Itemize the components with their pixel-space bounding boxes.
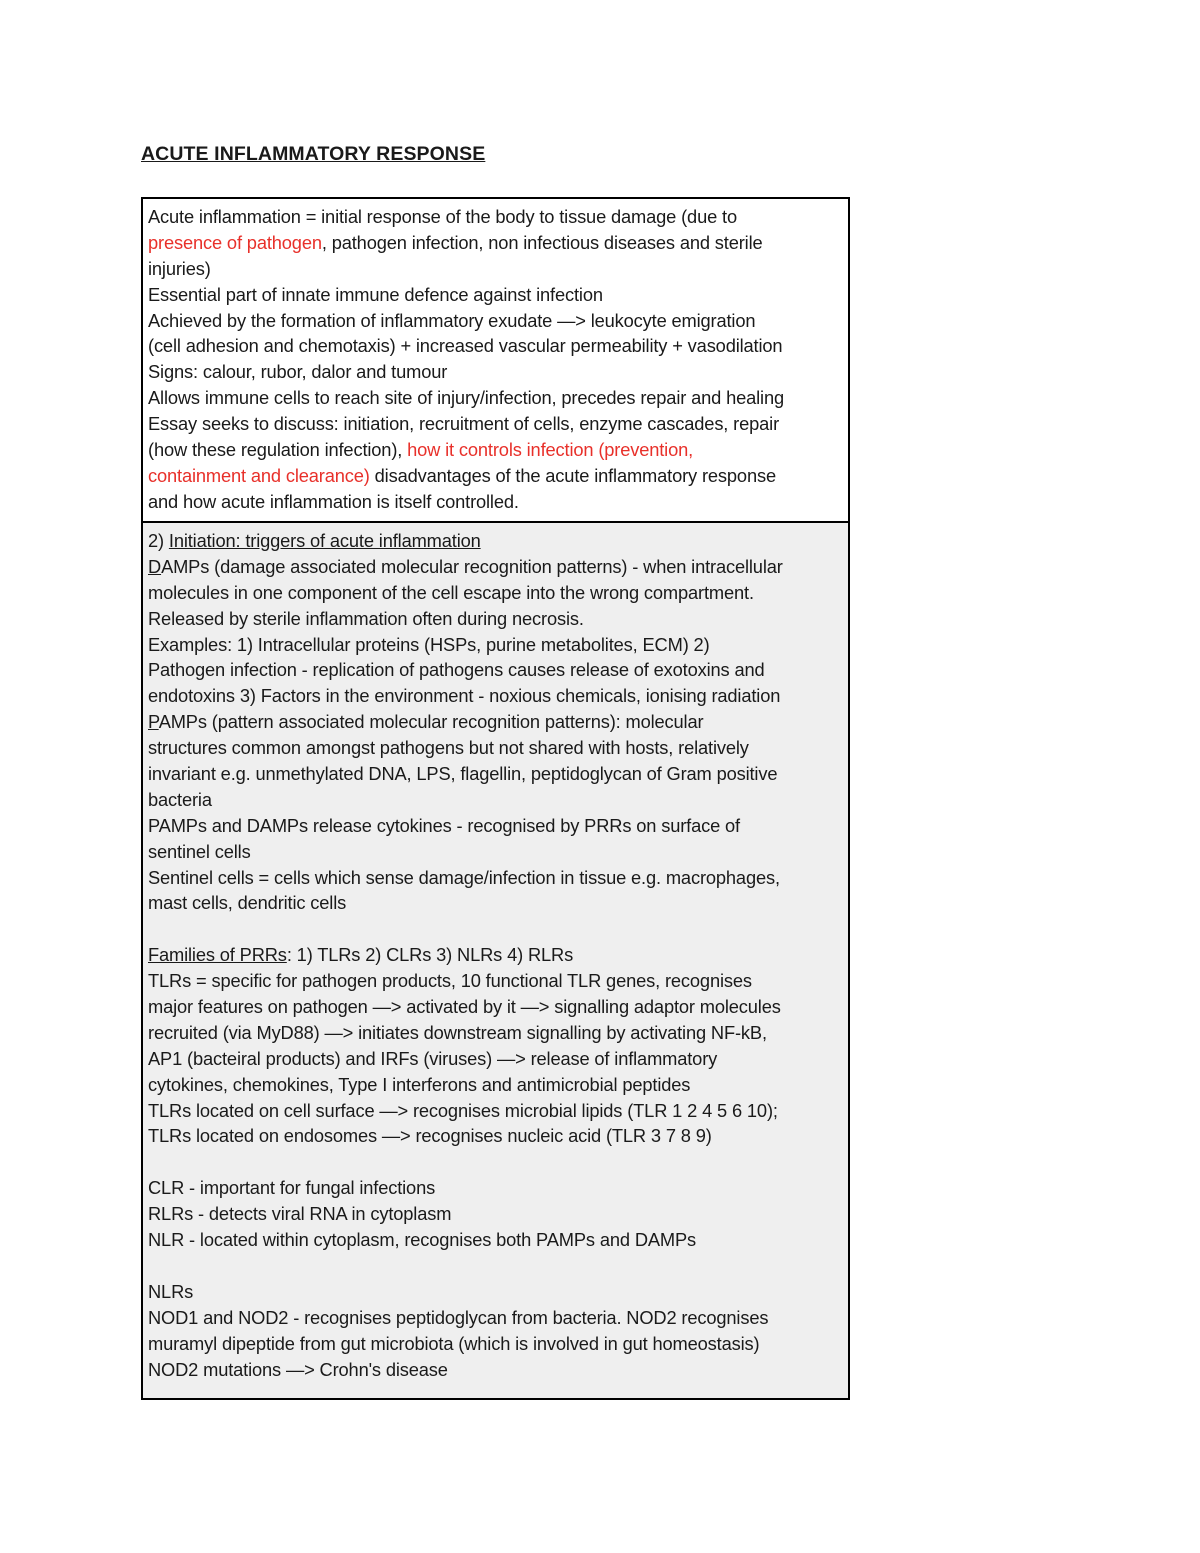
text-line: recruited (via MyD88) —> initiates downstream signalling by activating NF-kB, [148,1021,767,1043]
text-line: mast cells, dendritic cells [148,892,347,914]
heading-number: 2) [148,530,169,551]
text-line: Essential part of innate immune defence against infection [148,283,603,305]
red-highlight: presence of pathogen [148,231,322,253]
text-span: AMPs (pattern associated molecular recognition patterns): molecular [158,711,704,733]
text-span: disadvantages of the acute inflammatory response [369,464,776,486]
families-label: Families of PRRs [148,944,287,966]
text-line: NOD1 and NOD2 - recognises peptidoglycan from bacteria. NOD2 recognises [148,1306,769,1328]
text-line: NLRs [148,1280,194,1302]
section-heading [148,528,848,554]
text-line [148,554,848,580]
text-line: (cell adhesion and chemotaxis) + increased vascular permeability + vasodilation [148,335,783,357]
text-line: Acute inflammation = initial response of the body to tissue damage (due to [148,206,737,227]
text-line: injuries) [148,257,211,279]
text-line: Essay seeks to discuss: initiation, recruitment of cells, enzyme cascades, repair [148,413,780,435]
text-line: RLRs - detects viral RNA in cytoplasm [148,1203,452,1225]
text-line: molecules in one component of the cell escape into the wrong compartment. [148,581,754,603]
text-line: NLR - located within cytoplasm, recognises both PAMPs and DAMPs [148,1229,697,1251]
text-line: Allows immune cells to reach site of injury/infection, precedes repair and healing [148,387,784,409]
text-line: muramyl dipeptide from gut microbiota (which is involved in gut homeostasis) [148,1332,760,1354]
text-line: cytokines, chemokines, Type I interferons and antimicrobial peptides [148,1073,691,1095]
text-line: Pathogen infection - replication of pathogens causes release of exotoxins and [148,659,765,681]
blank-line [148,1149,848,1175]
underlined-letter: D [148,555,162,577]
text-line: and how acute inflammation is itself controlled. [148,490,519,512]
text-span: , pathogen infection, non infectious diseases and sterile [321,231,763,253]
text-line: Achieved by the formation of inflammatory exudate —> leukocyte emigration [148,309,756,331]
red-highlight: how it controls infection (prevention, [407,439,694,461]
intro-box [141,197,850,523]
text-line: NOD2 mutations —> Crohn's disease [148,1358,448,1380]
text-line: Released by sterile inflammation often during necrosis. [148,607,584,629]
underlined-letter: P [148,711,159,733]
text-line: bacteria [148,788,212,810]
red-highlight: containment and clearance) [148,464,370,486]
text-span: (how these regulation infection), [148,439,408,461]
text-span: : 1) TLRs 2) CLRs 3) NLRs 4) RLRs [286,944,574,966]
text-span: AMPs (damage associated molecular recognition patterns) - when intracellular [161,555,783,577]
text-line: sentinel cells [148,840,251,862]
text-line: Sentinel cells = cells which sense damage/infection in tissue e.g. macrophages, [148,866,780,888]
initiation-box [141,521,850,1400]
text-line: major features on pathogen —> activated by it —> signalling adaptor molecules [148,996,781,1018]
text-line: TLRs = specific for pathogen products, 10 functional TLR genes, recognises [148,970,752,992]
page-title: ACUTE INFLAMMATORY RESPONSE [141,143,486,165]
text-line: TLRs located on endosomes —> recognises nucleic acid (TLR 3 7 8 9) [148,1125,712,1147]
text-line: Signs: calour, rubor, dalor and tumour [148,361,448,383]
text-line: Examples: 1) Intracellular proteins (HSPs, purine metabolites, ECM) 2) [148,633,710,655]
text-line [148,942,848,968]
text-line: CLR - important for fungal infections [148,1177,436,1199]
blank-line [148,1253,848,1279]
text-line [148,709,848,735]
text-line [148,463,848,489]
text-line: PAMPs and DAMPs release cytokines - recognised by PRRs on surface of [148,814,740,836]
text-line: endotoxins 3) Factors in the environment - noxious chemicals, ionising radiation [148,685,781,707]
heading-text: Initiation: triggers of acute inflammation [168,530,481,551]
text-line [148,437,848,463]
text-line: invariant e.g. unmethylated DNA, LPS, flagellin, peptidoglycan of Gram positive [148,763,778,785]
text-line: structures common amongst pathogens but not shared with hosts, relatively [148,737,749,759]
text-line [148,230,848,256]
blank-line [148,916,848,942]
text-line: TLRs located on cell surface —> recognises microbial lipids (TLR 1 2 4 5 6 10); [148,1099,778,1121]
text-line: AP1 (bacteiral products) and IRFs (viruses) —> release of inflammatory [148,1047,718,1069]
